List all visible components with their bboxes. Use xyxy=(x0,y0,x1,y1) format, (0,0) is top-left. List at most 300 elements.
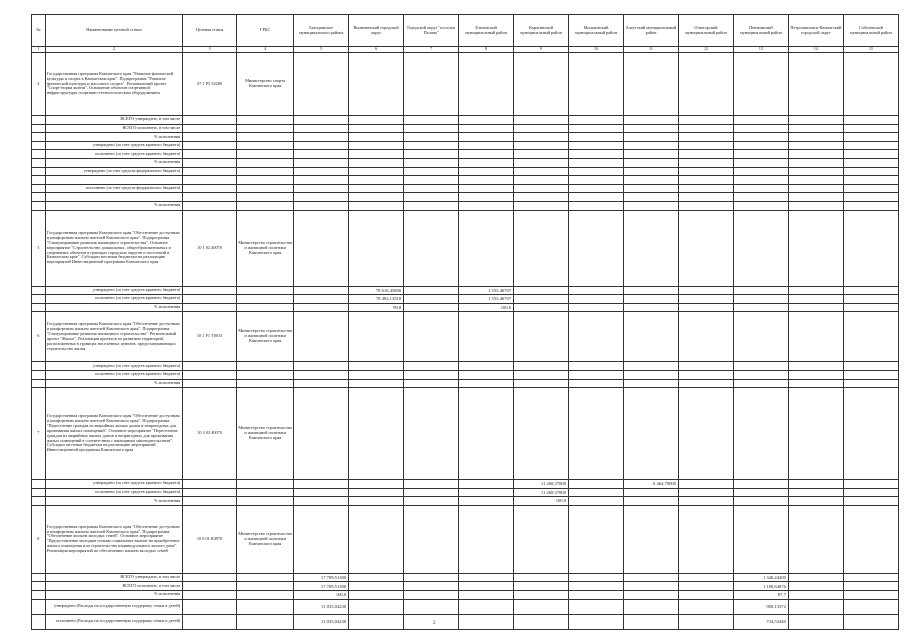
value-cell xyxy=(349,582,404,591)
value-cell xyxy=(843,150,898,159)
value-cell xyxy=(569,150,624,159)
row-number-blank xyxy=(32,573,46,582)
value-cell xyxy=(514,591,569,600)
row-number-blank xyxy=(32,193,46,202)
value-cell xyxy=(459,116,514,125)
value-cell xyxy=(404,158,459,167)
grbs-blank xyxy=(237,124,294,133)
value-cell xyxy=(404,150,459,159)
indicator-label: ВСЕГО исполнено, в том числе xyxy=(45,582,182,591)
value-cell: 78 492,13510 xyxy=(349,295,404,304)
value-cell xyxy=(678,176,733,185)
value-cell xyxy=(843,158,898,167)
value-cell xyxy=(514,379,569,388)
value-cell xyxy=(843,295,898,304)
row-number-blank xyxy=(32,286,46,295)
value-cell xyxy=(404,201,459,210)
value-cell: 6 464,70000 xyxy=(624,480,679,489)
empty-cell xyxy=(624,505,679,573)
indicator-label: исполнено (за счет средств краевого бюджета) xyxy=(45,150,182,159)
indicator-label: исполнено (за счет средств краевого бюджета) xyxy=(45,488,182,497)
empty-cell xyxy=(294,53,349,116)
value-cell xyxy=(788,614,843,629)
value-cell xyxy=(459,184,514,193)
empty-cell xyxy=(733,312,788,362)
value-cell xyxy=(294,488,349,497)
empty-cell xyxy=(569,505,624,573)
grbs-blank xyxy=(237,158,294,167)
value-cell xyxy=(843,582,898,591)
indicator-row xyxy=(32,488,899,497)
empty-cell xyxy=(678,388,733,480)
value-cell xyxy=(843,303,898,312)
value-cell xyxy=(294,158,349,167)
value-cell xyxy=(349,591,404,600)
value-cell: 11 035,04230 xyxy=(294,614,349,629)
program-title: Государственная программа Камчатского края "Обеспечение доступным и комфортным жильем жителей Камчатского края". Подпрограмма "Обеспечение жильем молодых семей". Основное мероприятие "Предоставление молодым семьям социальных выплат на приобретение жилого помещения или строительство индивидуального жилого дома". Реализация мероприятий по обеспечению жильем молодых семей xyxy=(45,505,182,573)
value-cell xyxy=(733,176,788,185)
value-cell xyxy=(788,295,843,304)
indicator-row xyxy=(32,582,899,591)
value-cell xyxy=(733,184,788,193)
row-number: 8 xyxy=(32,505,46,573)
value-cell: 11 268,37800 xyxy=(514,480,569,489)
empty-cell xyxy=(624,312,679,362)
indicator-row xyxy=(32,286,899,295)
indicator-label xyxy=(45,176,182,185)
value-cell xyxy=(404,573,459,582)
indicator-row xyxy=(32,150,899,159)
empty-cell xyxy=(349,53,404,116)
empty-cell xyxy=(349,505,404,573)
empty-cell xyxy=(843,312,898,362)
value-cell xyxy=(459,362,514,371)
header-row xyxy=(32,15,899,47)
grbs-blank xyxy=(237,116,294,125)
value-cell xyxy=(569,193,624,202)
empty-cell xyxy=(678,505,733,573)
value-cell xyxy=(678,141,733,150)
empty-cell xyxy=(459,505,514,573)
value-cell xyxy=(733,201,788,210)
value-cell xyxy=(459,133,514,142)
value-cell xyxy=(678,286,733,295)
value-cell xyxy=(678,295,733,304)
column-number: 8 xyxy=(459,47,514,53)
indicator-label: исполнено (Расходы на государственную поддержку семьи и детей) xyxy=(45,614,182,629)
value-cell xyxy=(294,286,349,295)
value-cell xyxy=(733,193,788,202)
row-number-blank xyxy=(32,201,46,210)
row-number-blank xyxy=(32,133,46,142)
value-cell xyxy=(733,497,788,506)
value-cell xyxy=(624,488,679,497)
value-cell xyxy=(788,370,843,379)
empty-cell xyxy=(294,312,349,362)
value-cell xyxy=(678,158,733,167)
program-title: Государственная программа Камчатского края "Обеспечение доступным и комфортным жильем жителей Камчатского края". Подпрограмма "Переселение граждан из аварийных жилых домов и непригодных для проживания жилых помещений". Основное мероприятие "Переселение граждан из аварийных жилых домов и непригодных для проживания жилых помещений в соответствии с жилищным законодательством". Субсидии местным бюджетам на реализацию мероприятий Инвестиционной программы Камчатского края xyxy=(45,388,182,480)
header-cell: Карагинский муниципальный район xyxy=(514,15,569,47)
header-cell: Елизовский муниципальный район xyxy=(459,15,514,47)
value-cell xyxy=(349,480,404,489)
value-cell xyxy=(843,124,898,133)
value-cell xyxy=(514,193,569,202)
value-cell: 100,0 xyxy=(294,591,349,600)
empty-cell xyxy=(514,388,569,480)
indicator-row xyxy=(32,497,899,506)
value-cell xyxy=(514,133,569,142)
row-number-blank xyxy=(32,614,46,629)
value-cell: 1 553,46707 xyxy=(459,295,514,304)
indicator-row xyxy=(32,133,899,142)
indicator-row xyxy=(32,158,899,167)
value-cell xyxy=(349,193,404,202)
value-cell xyxy=(678,362,733,371)
empty-cell xyxy=(514,210,569,286)
empty-cell xyxy=(459,312,514,362)
grbs-blank xyxy=(237,167,294,176)
value-cell xyxy=(514,303,569,312)
value-cell xyxy=(349,370,404,379)
value-cell xyxy=(349,599,404,614)
indicator-label: % исполнения xyxy=(45,303,182,312)
column-number: 10 xyxy=(569,47,624,53)
value-cell xyxy=(294,295,349,304)
value-cell xyxy=(843,573,898,582)
value-cell xyxy=(678,167,733,176)
value-cell xyxy=(788,201,843,210)
target-code: 10 1 F1 Т0015 xyxy=(183,312,237,362)
indicator-label: исполнено (за счет средств краевого бюджета) xyxy=(45,370,182,379)
value-cell xyxy=(294,193,349,202)
indicator-row xyxy=(32,599,899,614)
header-cell: Целевая статья xyxy=(183,15,237,47)
value-cell xyxy=(569,480,624,489)
row-number-blank xyxy=(32,167,46,176)
value-cell xyxy=(624,295,679,304)
value-cell xyxy=(294,167,349,176)
value-cell: 100,0 xyxy=(459,303,514,312)
indicator-label xyxy=(45,193,182,202)
value-cell xyxy=(404,176,459,185)
value-cell xyxy=(459,124,514,133)
value-cell xyxy=(733,133,788,142)
value-cell xyxy=(678,116,733,125)
value-cell: 99,8 xyxy=(349,303,404,312)
value-cell xyxy=(404,124,459,133)
value-cell xyxy=(404,193,459,202)
value-cell xyxy=(294,370,349,379)
value-cell xyxy=(843,497,898,506)
target-code-blank xyxy=(183,370,237,379)
row-number-blank xyxy=(32,497,46,506)
value-cell xyxy=(843,370,898,379)
target-code-blank xyxy=(183,488,237,497)
empty-cell xyxy=(404,53,459,116)
value-cell xyxy=(569,167,624,176)
value-cell xyxy=(788,362,843,371)
empty-cell xyxy=(514,53,569,116)
empty-cell xyxy=(569,388,624,480)
value-cell xyxy=(788,176,843,185)
target-code-blank xyxy=(183,158,237,167)
value-cell xyxy=(294,141,349,150)
value-cell xyxy=(843,133,898,142)
value-cell xyxy=(404,141,459,150)
value-cell: 17 709,51300 xyxy=(294,573,349,582)
grbs-blank xyxy=(237,599,294,614)
value-cell xyxy=(788,167,843,176)
value-cell xyxy=(788,497,843,506)
indicator-row xyxy=(32,167,899,176)
page-number: 2 xyxy=(433,621,436,626)
value-cell xyxy=(459,370,514,379)
value-cell xyxy=(788,480,843,489)
indicator-row xyxy=(32,379,899,388)
value-cell xyxy=(459,167,514,176)
value-cell xyxy=(624,379,679,388)
value-cell xyxy=(624,370,679,379)
row-number-blank xyxy=(32,176,46,185)
value-cell xyxy=(569,184,624,193)
value-cell xyxy=(678,573,733,582)
value-cell xyxy=(569,176,624,185)
column-number: 11 xyxy=(624,47,679,53)
target-code-blank xyxy=(183,573,237,582)
value-cell xyxy=(569,599,624,614)
value-cell xyxy=(788,124,843,133)
indicator-row xyxy=(32,303,899,312)
value-cell xyxy=(404,591,459,600)
value-cell xyxy=(624,201,679,210)
value-cell: 78 616,45800 xyxy=(349,286,404,295)
empty-cell xyxy=(788,53,843,116)
value-cell xyxy=(624,116,679,125)
value-cell xyxy=(678,124,733,133)
row-number-blank xyxy=(32,379,46,388)
value-cell xyxy=(349,133,404,142)
indicator-label: ВСЕГО исполнено, в том числе xyxy=(45,124,182,133)
value-cell xyxy=(788,582,843,591)
value-cell xyxy=(459,573,514,582)
value-cell xyxy=(733,124,788,133)
value-cell xyxy=(514,167,569,176)
value-cell xyxy=(843,286,898,295)
empty-cell xyxy=(404,388,459,480)
value-cell: 87,7 xyxy=(733,591,788,600)
indicator-label: утверждено (за счет средств краевого бюджета) xyxy=(45,141,182,150)
column-number: 2 xyxy=(45,47,182,53)
value-cell xyxy=(843,184,898,193)
value-cell xyxy=(514,614,569,629)
program-row xyxy=(32,210,899,286)
value-cell xyxy=(404,286,459,295)
target-code-blank xyxy=(183,286,237,295)
value-cell xyxy=(788,488,843,497)
program-title: Государственная программа Камчатского края "Обеспечение доступным и комфортным жильем жителей Камчатского края". Подпрограмма "Стимулирование развития жилищного строительства". Региональный проект "Жилье". Реализация проектов по развитию территорий, расположенных в границах населенных пунктов, предусматривающих строительство жилья xyxy=(45,312,182,362)
indicator-row xyxy=(32,141,899,150)
empty-cell xyxy=(678,210,733,286)
value-cell xyxy=(349,150,404,159)
empty-cell xyxy=(514,505,569,573)
grbs-blank xyxy=(237,362,294,371)
value-cell xyxy=(514,582,569,591)
value-cell xyxy=(843,480,898,489)
program-row xyxy=(32,312,899,362)
column-number: 14 xyxy=(788,47,843,53)
header-cell: Алеутский муниципальный район xyxy=(624,15,679,47)
value-cell xyxy=(569,573,624,582)
column-number: 12 xyxy=(678,47,733,53)
program-row xyxy=(32,388,899,480)
indicator-label: ВСЕГО утверждено, в том числе xyxy=(45,573,182,582)
target-code-blank xyxy=(183,295,237,304)
value-cell xyxy=(788,133,843,142)
target-code-blank xyxy=(183,599,237,614)
value-cell xyxy=(349,176,404,185)
grbs-blank xyxy=(237,184,294,193)
empty-cell xyxy=(678,312,733,362)
empty-cell xyxy=(404,312,459,362)
header-cell: ГРБС xyxy=(237,15,294,47)
value-cell xyxy=(294,133,349,142)
value-cell xyxy=(514,295,569,304)
budget-table-sheet xyxy=(31,14,899,630)
empty-cell xyxy=(788,388,843,480)
indicator-row xyxy=(32,193,899,202)
value-cell xyxy=(624,573,679,582)
value-cell xyxy=(404,133,459,142)
program-title: Государственная программа Камчатского края "Обеспечение доступным и комфортным жильем жителей Камчатского края". Подпрограмма "Стимулирование развития жилищного строительства". Основное мероприятие "Строительство дошкольных, общеобразовательных и спортивных объектов в границах городских округов и поселений в Камчатском крае". Субсидии местным бюджетам на реализацию мероприятий Инвестиционной программы Камчатского края xyxy=(45,210,182,286)
value-cell: 1 346,24200 xyxy=(733,573,788,582)
row-number-blank xyxy=(32,184,46,193)
value-cell xyxy=(404,303,459,312)
value-cell xyxy=(294,497,349,506)
grbs-name: Министерство строительства и жилищной политики Камчатского края xyxy=(237,210,294,286)
value-cell xyxy=(404,184,459,193)
empty-cell xyxy=(843,505,898,573)
indicator-label: % исполнения xyxy=(45,379,182,388)
value-cell xyxy=(843,193,898,202)
header-cell: Городской округ "поселок Палана" xyxy=(404,15,459,47)
value-cell xyxy=(349,497,404,506)
value-cell xyxy=(624,599,679,614)
target-code-blank xyxy=(183,150,237,159)
row-number-blank xyxy=(32,303,46,312)
value-cell: 11 035,04230 xyxy=(294,599,349,614)
value-cell xyxy=(624,286,679,295)
value-cell xyxy=(404,167,459,176)
program-row xyxy=(32,505,899,573)
indicator-label: % исполнения xyxy=(45,497,182,506)
value-cell xyxy=(514,362,569,371)
value-cell xyxy=(569,582,624,591)
value-cell xyxy=(569,295,624,304)
column-number: 1 xyxy=(32,47,46,53)
value-cell xyxy=(459,614,514,629)
empty-cell xyxy=(733,53,788,116)
value-cell xyxy=(404,295,459,304)
value-cell xyxy=(569,379,624,388)
value-cell xyxy=(624,184,679,193)
value-cell xyxy=(843,488,898,497)
row-number-blank xyxy=(32,582,46,591)
value-cell xyxy=(294,480,349,489)
empty-cell xyxy=(459,210,514,286)
row-number: 6 xyxy=(32,312,46,362)
column-number: 13 xyxy=(733,47,788,53)
value-cell xyxy=(349,124,404,133)
empty-cell xyxy=(569,210,624,286)
value-cell xyxy=(349,116,404,125)
value-cell xyxy=(459,582,514,591)
value-cell xyxy=(788,573,843,582)
value-cell xyxy=(569,201,624,210)
indicator-label: утверждено (за счет средств краевого бюджета) xyxy=(45,362,182,371)
column-number: 3 xyxy=(183,47,237,53)
empty-cell xyxy=(294,210,349,286)
indicator-label: утверждено (за счет средств краевого бюджета) xyxy=(45,480,182,489)
value-cell xyxy=(624,176,679,185)
empty-cell xyxy=(788,210,843,286)
value-cell xyxy=(514,599,569,614)
value-cell xyxy=(624,167,679,176)
program-title: Государственная программа Камчатского края "Развитие физической культуры и спорта в Камчатском крае". Подпрограмма "Развитие физической культуры и массового спорта". Региональный проект "Спорт-норма жизни". Оснащение объектов спортивной инфраструктуры спортивно-технологическим оборудованием xyxy=(45,53,182,116)
empty-cell xyxy=(788,505,843,573)
column-number: 15 xyxy=(843,47,898,53)
value-cell: 17 709,51300 xyxy=(294,582,349,591)
value-cell xyxy=(843,141,898,150)
budget-table xyxy=(31,14,899,630)
value-cell xyxy=(788,150,843,159)
value-cell xyxy=(294,201,349,210)
empty-cell xyxy=(294,505,349,573)
value-cell xyxy=(349,167,404,176)
value-cell xyxy=(788,379,843,388)
indicator-row xyxy=(32,116,899,125)
value-cell xyxy=(678,582,733,591)
value-cell xyxy=(569,614,624,629)
row-number-blank xyxy=(32,150,46,159)
row-number-blank xyxy=(32,116,46,125)
value-cell xyxy=(294,184,349,193)
value-cell xyxy=(624,124,679,133)
value-cell xyxy=(733,150,788,159)
empty-cell xyxy=(733,505,788,573)
grbs-blank xyxy=(237,201,294,210)
grbs-blank xyxy=(237,141,294,150)
grbs-blank xyxy=(237,582,294,591)
value-cell xyxy=(569,497,624,506)
value-cell xyxy=(459,176,514,185)
value-cell xyxy=(843,591,898,600)
grbs-blank xyxy=(237,614,294,629)
column-number: 4 xyxy=(237,47,294,53)
value-cell xyxy=(624,591,679,600)
target-code-blank xyxy=(183,133,237,142)
value-cell xyxy=(404,582,459,591)
grbs-blank xyxy=(237,480,294,489)
value-cell xyxy=(569,124,624,133)
value-cell xyxy=(349,488,404,497)
grbs-blank xyxy=(237,150,294,159)
empty-cell xyxy=(788,312,843,362)
value-cell xyxy=(514,141,569,150)
value-cell xyxy=(843,614,898,629)
indicator-row xyxy=(32,201,899,210)
grbs-blank xyxy=(237,573,294,582)
grbs-blank xyxy=(237,591,294,600)
